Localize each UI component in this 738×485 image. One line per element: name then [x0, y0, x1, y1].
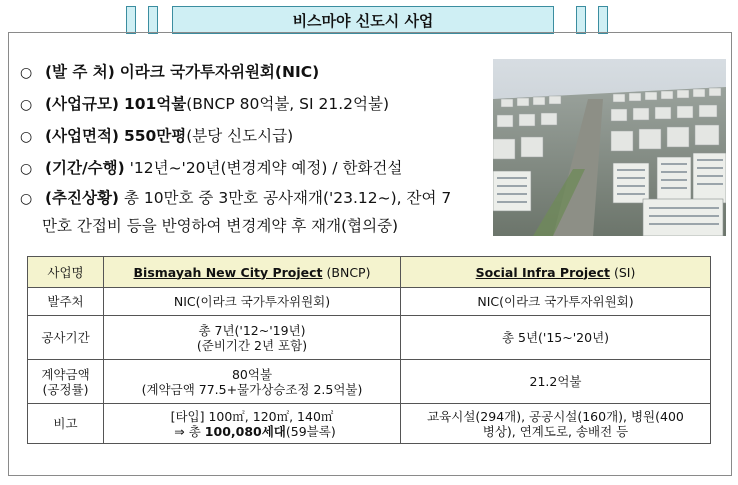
bullet-value: 총 10만호 중 3만호 공사재개('23.12~), 잔여 7: [123, 189, 452, 207]
bncp-cell-line: 총 7년('12~'19년): [198, 322, 306, 338]
bncp-cell: [104, 360, 401, 404]
page-title: 비스마야 신도시 사업: [172, 6, 554, 34]
bullet-value-bold: 550만평: [123, 127, 187, 145]
bullet-client: [20, 60, 319, 82]
bncp-cell-line: 80억불: [231, 366, 273, 382]
bncp-cell-line: [108, 424, 396, 439]
title-deco-right-1: [576, 6, 586, 34]
si-cell-line: 교육시설(294개), 공공시설(160개), 병원(400: [427, 408, 684, 424]
bncp-cell: [104, 316, 401, 360]
title-deco-left-1: [126, 6, 136, 34]
title-deco-right-2: [598, 6, 608, 34]
row-label: 발주처: [28, 288, 104, 316]
row-label: 비고: [28, 404, 104, 444]
header-si: [401, 257, 711, 288]
row-label-line: 계약금액: [41, 366, 90, 382]
bullet-value-bold: 이라크 국가투자위원회(NIC): [119, 63, 320, 81]
bullet-status-continuation: 만호 간접비 등을 반영하여 변경계약 후 재개(협의중): [42, 217, 399, 235]
header-bncp: [104, 257, 401, 288]
blocks-count: (59블록): [285, 423, 336, 439]
bullet-value-bold: 101억불: [123, 95, 187, 113]
si-cell: 총 5년('15~'20년): [401, 316, 711, 360]
city-aerial-image: [493, 59, 726, 236]
bullet-circle-icon: ○: [20, 129, 33, 145]
arrow-text: ⇒ 총: [174, 423, 201, 439]
si-cell: NIC(이라크 국가투자위원회): [401, 288, 711, 316]
table-row: [28, 288, 711, 316]
header-project-name: 사업명: [28, 257, 104, 288]
bullet-label: (사업면적): [44, 127, 119, 145]
bullet-label: (추진상황): [44, 189, 119, 207]
si-abbr: (SI): [613, 264, 636, 280]
bullet-label: (발 주 처): [44, 63, 115, 81]
table-row: [28, 316, 711, 360]
project-table: [27, 256, 711, 444]
bullet-status: [20, 186, 451, 208]
bullet-label: (사업규모): [44, 95, 119, 113]
bullet-value: '12년~'20년(변경계약 예정) / 한화건설: [129, 159, 403, 177]
bncp-cell: NIC(이라크 국가투자위원회): [104, 288, 401, 316]
si-cell: 21.2억불: [401, 360, 711, 404]
bullet-value: (BNCP 80억불, SI 21.2억불): [186, 95, 389, 113]
table-row: [28, 404, 711, 444]
si-cell-line: 병상), 연계도로, 송배전 등: [482, 423, 629, 439]
table-header-row: [28, 257, 711, 288]
bullet-label: (기간/수행): [44, 159, 125, 177]
bullet-circle-icon: ○: [20, 65, 33, 81]
city-aerial-photo: [493, 59, 726, 236]
bncp-project-name: Bismayah New City Project: [133, 264, 323, 280]
bncp-abbr: (BNCP): [326, 264, 371, 280]
bullet-circle-icon: ○: [20, 97, 33, 113]
row-label: 공사기간: [28, 316, 104, 360]
bullet-scale: [20, 92, 389, 114]
bullet-circle-icon: ○: [20, 191, 33, 207]
bncp-cell: [104, 404, 401, 444]
bullet-value: (분당 신도시급): [186, 127, 294, 145]
si-project-name: Social Infra Project: [475, 264, 610, 280]
title-deco-left-2: [148, 6, 158, 34]
units-count: 100,080세대: [204, 423, 286, 439]
table-row: [28, 360, 711, 404]
row-label: [28, 360, 104, 404]
row-label-line: (공정률): [42, 381, 89, 397]
bncp-cell-line: (계약금액 77.5+물가상승조정 2.5억불): [141, 381, 363, 397]
bullet-period: [20, 156, 402, 178]
bncp-cell-line: [타입] 100㎡, 120㎡, 140㎡: [170, 408, 334, 424]
si-cell: [401, 404, 711, 444]
bncp-cell-line: (준비기간 2년 포함): [196, 337, 308, 353]
bullet-circle-icon: ○: [20, 161, 33, 177]
bullet-area: [20, 124, 293, 146]
